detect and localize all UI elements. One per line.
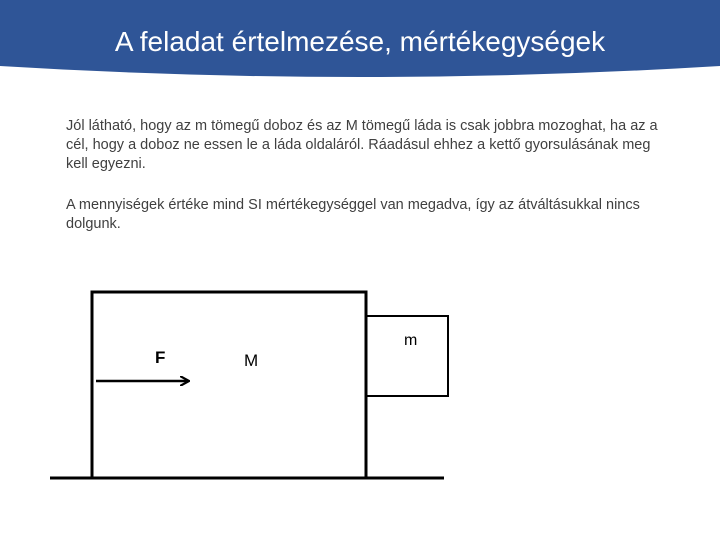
- force-label: F: [155, 348, 166, 367]
- slide-title: A feladat értelmezése, mértékegységek: [114, 26, 606, 57]
- paragraph-motion-explanation: Jól látható, hogy az m tömegű doboz és az M tömegű láda is csak jobbra mozoghat, ha az a cél, hogy a doboz ne essen le a láda oldaláról. Ráadásul ehhez a kettő gyorsulásának meg kell egyezni.: [66, 118, 658, 172]
- paragraph-si-units: A mennyiségek értéke mind SI mértékegységgel van megadva, így az átváltásukkal nincs dolgunk.: [66, 197, 640, 232]
- small-box-m: [366, 316, 448, 396]
- big-box-label: M: [244, 351, 259, 370]
- small-box-label: m: [404, 332, 418, 349]
- large-crate-M: [92, 292, 366, 478]
